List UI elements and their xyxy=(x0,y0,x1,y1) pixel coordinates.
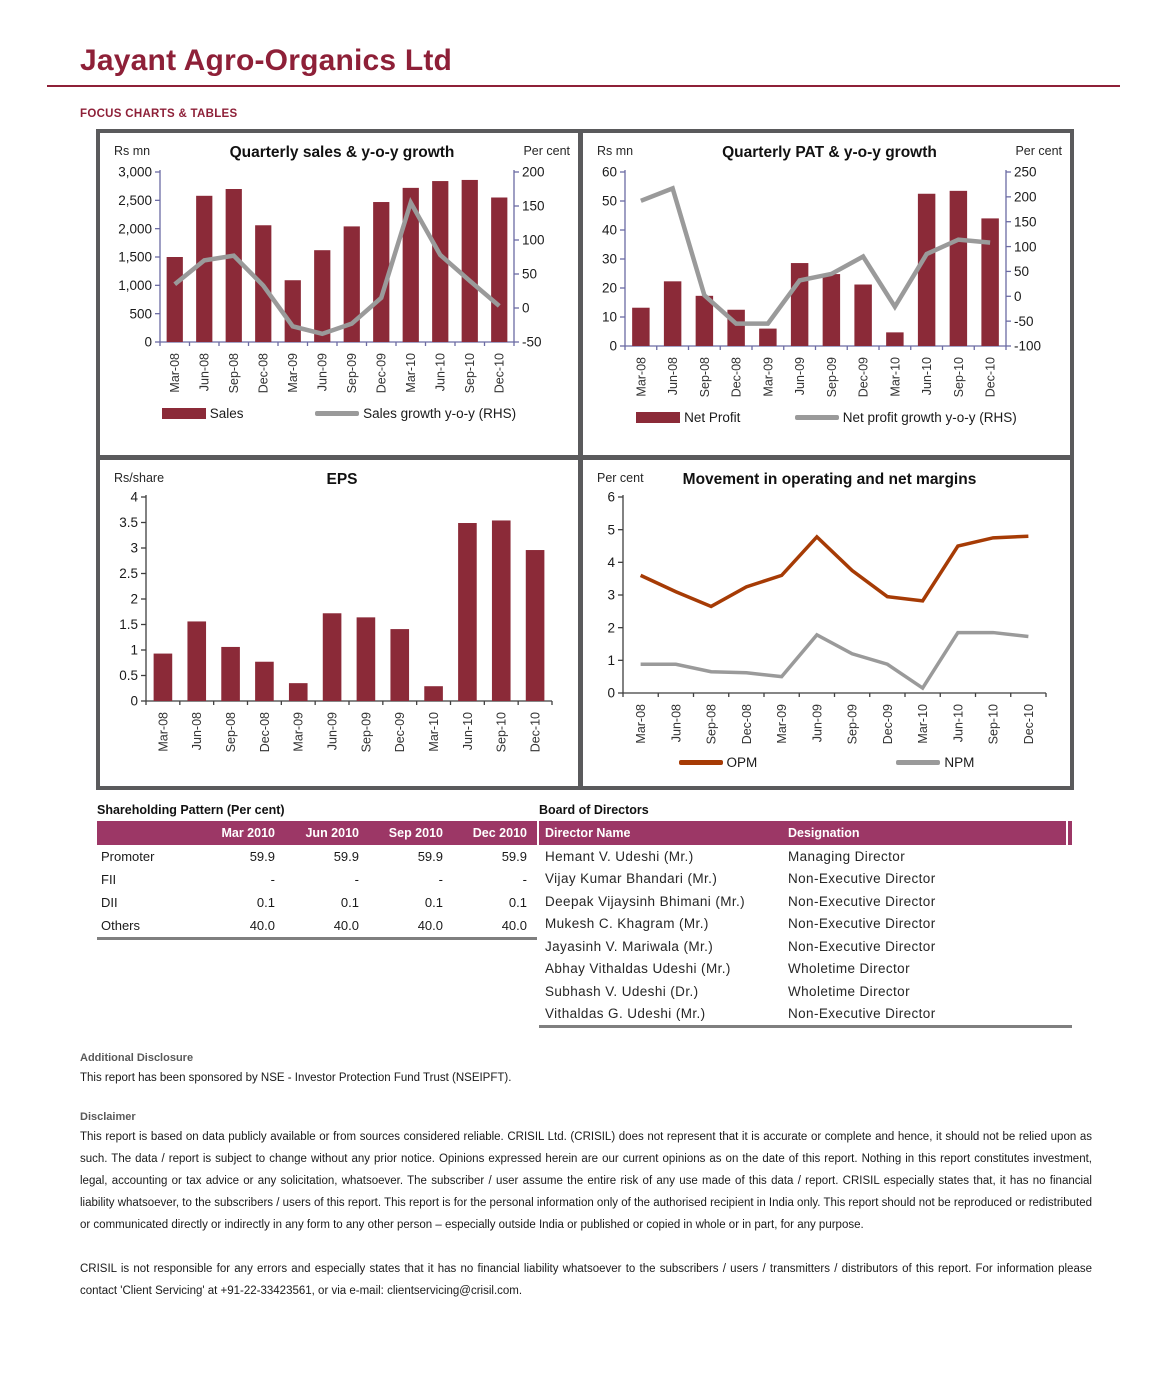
bar xyxy=(492,520,511,701)
x-tick-label: Dec-10 xyxy=(983,357,998,398)
bar xyxy=(357,617,376,701)
y-tick-label: 2,500 xyxy=(118,193,152,209)
y-tick-label: 50 xyxy=(601,193,617,209)
y-tick-label: 0 xyxy=(1014,289,1022,305)
director-designation: Non-Executive Director xyxy=(788,938,936,954)
table-cell: - xyxy=(354,872,359,887)
director-designation: Non-Executive Director xyxy=(788,893,936,909)
x-labels xyxy=(634,704,1036,744)
table-cell: 0.1 xyxy=(256,895,275,910)
left-axis xyxy=(119,490,146,709)
chart-legend xyxy=(100,404,578,421)
legend-item xyxy=(315,406,516,421)
x-tick-label: Jun-09 xyxy=(315,353,330,392)
x-tick-label: Dec-08 xyxy=(256,353,271,394)
x-labels xyxy=(156,712,542,752)
y-tick-label: 150 xyxy=(522,198,545,214)
bar xyxy=(950,191,967,346)
bar xyxy=(323,613,342,701)
footer xyxy=(80,1052,1092,1302)
right-axis-title: Per cent xyxy=(523,144,570,158)
additional-disclosure-text: This report has been sponsored by NSE - Investor Protection Fund Trust (NSEIPFT). xyxy=(80,1072,512,1084)
table-cell: 40.0 xyxy=(333,918,359,933)
line-series xyxy=(641,536,1029,606)
y-tick-label: 1 xyxy=(130,642,138,658)
x-tick-label: Mar-09 xyxy=(286,353,301,393)
bar xyxy=(854,285,871,346)
director-name: Vijay Kumar Bhandari (Mr.) xyxy=(545,871,718,887)
y-tick-label: 30 xyxy=(601,251,617,267)
column-header: Dec 2010 xyxy=(472,826,527,840)
legend-label: Sales xyxy=(209,406,244,421)
chart-head xyxy=(583,460,1070,489)
x-axis xyxy=(623,693,1046,697)
page-title: Jayant Agro-Organics Ltd xyxy=(80,44,453,77)
table-cell: - xyxy=(270,872,275,887)
y-tick-label: 60 xyxy=(601,164,617,180)
additional-disclosure-heading: Additional Disclosure xyxy=(80,1052,194,1064)
legend-item xyxy=(795,410,1017,425)
y-tick-label: 3,000 xyxy=(118,164,152,180)
bar xyxy=(918,194,935,346)
right-axis-title: Per cent xyxy=(1015,144,1062,158)
x-tick-label: Sep-09 xyxy=(845,704,860,745)
right-axis xyxy=(514,165,545,350)
y-tick-label: 10 xyxy=(601,309,617,325)
row-label: DII xyxy=(101,895,118,910)
x-tick-label: Mar-09 xyxy=(761,357,776,397)
y-tick-label: 250 xyxy=(1014,164,1037,180)
x-axis xyxy=(160,342,514,346)
chart-title: Quarterly PAT & y-o-y growth xyxy=(722,144,937,161)
board-table-body xyxy=(539,845,1072,1028)
table-row xyxy=(539,980,1072,1003)
x-tick-label: Jun-10 xyxy=(951,704,966,743)
x-tick-label: Jun-09 xyxy=(325,712,340,751)
y-tick-label: -100 xyxy=(1014,338,1042,354)
y-tick-label: 3 xyxy=(130,540,138,556)
y-tick-label: 6 xyxy=(607,489,615,505)
tables-row xyxy=(97,803,1072,1028)
eps-chart-panel xyxy=(100,460,578,786)
bar-series xyxy=(632,191,999,346)
bar xyxy=(196,196,212,342)
line-series xyxy=(641,633,1029,689)
charts-grid xyxy=(96,129,1074,790)
x-tick-label: Dec-08 xyxy=(739,704,754,745)
director-name: Vithaldas G. Udeshi (Mr.) xyxy=(545,1006,706,1022)
x-axis xyxy=(146,701,552,705)
disclaimer-heading: Disclaimer xyxy=(80,1111,136,1123)
bar xyxy=(491,198,507,343)
y-tick-label: 200 xyxy=(522,164,545,180)
table-cell: 0.1 xyxy=(424,895,443,910)
director-designation: Non-Executive Director xyxy=(788,1006,936,1022)
y-tick-label: 3 xyxy=(607,587,615,603)
margins-chart-panel xyxy=(583,460,1070,786)
bar xyxy=(167,257,183,342)
y-tick-label: 0 xyxy=(607,685,615,701)
chart-title: Quarterly sales & y-o-y growth xyxy=(229,144,455,161)
director-name: Hemant V. Udeshi (Mr.) xyxy=(545,848,694,864)
director-designation: Non-Executive Director xyxy=(788,916,936,932)
y-tick-label: 100 xyxy=(522,232,545,248)
x-tick-label: Dec-09 xyxy=(393,712,408,753)
x-tick-label: Sep-10 xyxy=(986,704,1001,745)
x-tick-label: Sep-10 xyxy=(951,357,966,398)
y-tick-label: 5 xyxy=(607,522,615,538)
chart-legend xyxy=(583,753,1070,770)
x-tick-label: Mar-10 xyxy=(916,704,930,744)
x-tick-label: Mar-08 xyxy=(168,353,183,393)
x-tick-label: Jun-09 xyxy=(793,357,807,396)
y-tick-label: 50 xyxy=(522,266,538,282)
x-tick-label: Dec-08 xyxy=(257,712,272,753)
director-name: Deepak Vijaysinh Bhimani (Mr.) xyxy=(545,893,746,909)
row-label: Promoter xyxy=(101,849,155,864)
table-cell: 0.1 xyxy=(340,895,359,910)
bar xyxy=(886,332,903,346)
x-tick-label: Sep-08 xyxy=(227,353,242,394)
x-tick-label: Jun-08 xyxy=(666,357,680,396)
table-row xyxy=(97,914,537,937)
y-tick-label: -50 xyxy=(1014,313,1034,329)
x-tick-label: Jun-08 xyxy=(197,353,212,392)
director-designation: Wholetime Director xyxy=(788,983,910,999)
y-tick-label: 0 xyxy=(130,693,138,709)
bar xyxy=(632,308,649,346)
legend-item xyxy=(162,406,244,421)
table-cell: 40.0 xyxy=(501,918,527,933)
x-tick-label: Dec-09 xyxy=(856,357,871,398)
left-axis-title: Rs/share xyxy=(114,471,165,485)
table-row xyxy=(539,868,1072,891)
legend-swatch xyxy=(636,412,680,423)
x-tick-label: Sep-09 xyxy=(345,353,360,394)
legend-swatch xyxy=(679,760,723,765)
x-tick-label: Sep-08 xyxy=(704,704,719,745)
sales-chart-canvas xyxy=(100,162,570,404)
report-masthead xyxy=(47,44,1120,87)
shareholding-section xyxy=(97,803,537,1028)
chart-legend xyxy=(100,763,578,765)
shareholding-header-row xyxy=(97,821,537,845)
bar xyxy=(424,686,443,701)
sales-chart-panel xyxy=(100,133,578,455)
chart-title: Movement in operating and net margins xyxy=(682,471,977,488)
x-tick-label: Dec-10 xyxy=(492,353,507,394)
eps-chart-canvas xyxy=(100,489,570,763)
legend-swatch xyxy=(162,408,206,419)
left-axis xyxy=(118,165,160,350)
table-row xyxy=(97,891,537,914)
y-tick-label: 2 xyxy=(130,591,138,607)
y-tick-label: 20 xyxy=(601,280,617,296)
bar xyxy=(285,280,301,342)
row-label: FII xyxy=(101,872,117,887)
y-tick-label: 40 xyxy=(601,222,617,238)
y-tick-label: 4 xyxy=(607,555,615,571)
x-labels xyxy=(168,353,507,393)
director-name: Mukesh C. Khagram (Mr.) xyxy=(545,916,709,932)
y-tick-label: 200 xyxy=(1014,189,1037,205)
y-tick-label: 0.5 xyxy=(119,668,138,684)
y-tick-label: 1.5 xyxy=(119,617,138,633)
y-tick-label: 1,500 xyxy=(118,249,152,265)
chart-head xyxy=(100,133,578,162)
bar xyxy=(462,180,478,342)
bar xyxy=(314,250,330,342)
y-tick-label: 3.5 xyxy=(119,515,138,531)
column-header-director: Director Name xyxy=(545,826,631,840)
bar xyxy=(664,281,681,346)
table-cell: 0.1 xyxy=(508,895,527,910)
board-table-header xyxy=(539,821,1072,845)
column-header: Sep 2010 xyxy=(388,826,443,840)
left-axis xyxy=(607,490,623,701)
legend-swatch xyxy=(795,415,839,420)
x-tick-label: Mar-08 xyxy=(634,704,648,744)
bar xyxy=(154,654,173,701)
bar-series xyxy=(167,180,508,342)
y-tick-label: 100 xyxy=(1014,239,1037,255)
table-row xyxy=(539,935,1072,958)
table-cell: 59.9 xyxy=(501,849,527,864)
table-row xyxy=(539,958,1072,981)
y-tick-label: 500 xyxy=(129,306,152,322)
y-tick-label: 2.5 xyxy=(119,566,138,582)
x-tick-label: Sep-09 xyxy=(359,712,374,753)
x-tick-label: Sep-09 xyxy=(824,357,839,398)
x-tick-label: Sep-10 xyxy=(494,712,509,753)
column-header: Mar 2010 xyxy=(221,826,275,840)
bar-series xyxy=(154,520,545,701)
x-labels xyxy=(634,357,997,397)
chart-head xyxy=(583,133,1070,162)
x-tick-label: Sep-10 xyxy=(463,353,478,394)
bar xyxy=(187,621,206,701)
table-row xyxy=(97,845,537,868)
bar xyxy=(255,662,274,701)
column-header-designation: Designation xyxy=(788,826,860,840)
bar xyxy=(221,647,240,701)
shareholding-title: Shareholding Pattern (Per cent) xyxy=(97,803,285,817)
legend-label: OPM xyxy=(726,755,758,770)
x-axis xyxy=(625,346,1006,350)
bar xyxy=(226,189,242,342)
bar xyxy=(390,629,409,701)
legend-item xyxy=(636,410,740,425)
director-designation: Managing Director xyxy=(788,848,906,864)
director-designation: Non-Executive Director xyxy=(788,871,936,887)
left-axis xyxy=(602,165,625,354)
legend-item xyxy=(679,755,758,770)
legend-swatch xyxy=(896,760,940,765)
y-tick-label: 50 xyxy=(1014,264,1030,280)
x-tick-label: Mar-08 xyxy=(156,712,171,752)
table-cell: 59.9 xyxy=(333,849,359,864)
x-tick-label: Mar-09 xyxy=(775,704,789,744)
table-row xyxy=(97,868,537,891)
table-cell: - xyxy=(522,872,527,887)
x-tick-label: Jun-08 xyxy=(669,704,684,743)
y-tick-label: 0 xyxy=(609,338,617,354)
y-tick-label: 2,000 xyxy=(118,221,152,237)
x-tick-label: Mar-09 xyxy=(291,712,306,752)
chart-title: EPS xyxy=(326,471,358,488)
table-cell: 40.0 xyxy=(249,918,275,933)
y-tick-label: -50 xyxy=(522,334,542,350)
pat-chart-panel xyxy=(583,133,1070,455)
director-designation: Wholetime Director xyxy=(788,961,910,977)
line-series xyxy=(641,188,990,323)
bar xyxy=(526,550,545,701)
header-strip xyxy=(1068,821,1072,845)
x-tick-label: Dec-10 xyxy=(528,712,543,753)
board-header-main xyxy=(539,821,1066,845)
y-tick-label: 150 xyxy=(1014,214,1037,230)
x-tick-label: Dec-10 xyxy=(1021,704,1036,745)
x-tick-label: Jun-10 xyxy=(460,712,475,751)
x-tick-label: Jun-08 xyxy=(190,712,205,751)
disclaimer-paragraph-2: CRISIL is not responsible for any errors and especially states that it has no financial liability whatsoever to the subscribers / users / transmitters / distributors of this report. For information please contact 'Client Servicing' at +91-22-33423561, or via e-mail: clientservicing@crisil.com. xyxy=(80,1263,1092,1297)
shareholding-table xyxy=(97,821,537,940)
legend-label: Sales growth y-o-y (RHS) xyxy=(363,406,517,421)
y-tick-label: 0 xyxy=(144,334,152,350)
table-cell: 59.9 xyxy=(417,849,443,864)
table-row xyxy=(539,1003,1072,1026)
row-label: Others xyxy=(101,918,141,933)
table-cell: - xyxy=(438,872,443,887)
x-tick-label: Jun-09 xyxy=(810,704,825,743)
pat-chart-canvas xyxy=(583,162,1062,408)
x-tick-label: Sep-08 xyxy=(223,712,238,753)
y-tick-label: 1,000 xyxy=(118,278,152,294)
y-tick-label: 0 xyxy=(522,300,530,316)
bar xyxy=(823,274,840,346)
disclaimer-paragraph-1: This report is based on data publicly available or from sources considered reliable. CRISIL Ltd. (CRISIL) does not represent that it is accurate or complete and hence, it should not be relied upon as such. The data / report is subject to change without any prior notice. Opinions expressed herein are our current opinions as on the date of this report. Nothing in this report constitutes investment, legal, accounting or tax advice or any solicitation, whatsoever. The subscriber / user assume the entire risk of any use made of this data / report. CRISIL especially states that, it has no financial liability whatsoever, to the subscribers / users of this report. This report is for the personal information only of the authorised recipient in India only. This report should not be reproduced or redistributed or communicated directly or indirectly in any form to any other person – especially outside India or published or copied in whole or in part, for any purpose. xyxy=(80,1131,1092,1231)
x-tick-label: Jun-10 xyxy=(433,353,448,392)
x-tick-label: Sep-08 xyxy=(697,357,712,398)
bar xyxy=(289,683,308,701)
table-row xyxy=(539,845,1072,868)
left-axis-title: Per cent xyxy=(597,471,644,485)
left-axis-title: Rs mn xyxy=(114,144,151,158)
column-header: Jun 2010 xyxy=(305,826,359,840)
x-tick-label: Mar-08 xyxy=(634,357,649,397)
y-tick-label: 1 xyxy=(607,653,615,669)
section-heading: FOCUS CHARTS & TABLES xyxy=(80,108,238,120)
bar xyxy=(791,263,808,346)
table-row xyxy=(539,913,1072,936)
board-section xyxy=(539,803,1072,1028)
bar xyxy=(759,329,776,346)
legend-label: Net Profit xyxy=(684,410,741,425)
right-axis xyxy=(1006,165,1041,354)
legend-swatch xyxy=(315,411,359,416)
x-tick-label: Mar-10 xyxy=(404,353,419,393)
margins-chart-canvas xyxy=(583,489,1062,753)
legend-label: NPM xyxy=(944,755,975,770)
table-cell: 59.9 xyxy=(249,849,275,864)
table-cell: 40.0 xyxy=(417,918,443,933)
x-tick-label: Dec-09 xyxy=(880,704,895,745)
board-title: Board of Directors xyxy=(539,803,649,817)
y-tick-label: 4 xyxy=(130,489,138,505)
director-name: Jayasinh V. Mariwala (Mr.) xyxy=(545,938,714,954)
chart-head xyxy=(100,460,578,489)
y-tick-label: 2 xyxy=(607,620,615,636)
chart-legend xyxy=(583,408,1070,425)
bar xyxy=(458,523,477,701)
director-name: Abhay Vithaldas Udeshi (Mr.) xyxy=(545,961,731,977)
x-tick-label: Dec-09 xyxy=(374,353,389,394)
x-tick-label: Mar-10 xyxy=(888,357,903,397)
legend-label: Net profit growth y-o-y (RHS) xyxy=(842,410,1017,425)
table-row xyxy=(539,890,1072,913)
x-tick-label: Jun-10 xyxy=(920,357,934,396)
legend-item xyxy=(896,755,974,770)
left-axis-title: Rs mn xyxy=(597,144,634,158)
director-name: Subhash V. Udeshi (Dr.) xyxy=(545,983,699,999)
line-series xyxy=(175,203,500,334)
x-tick-label: Dec-08 xyxy=(729,357,744,398)
bar xyxy=(981,218,998,346)
x-tick-label: Mar-10 xyxy=(426,712,441,752)
